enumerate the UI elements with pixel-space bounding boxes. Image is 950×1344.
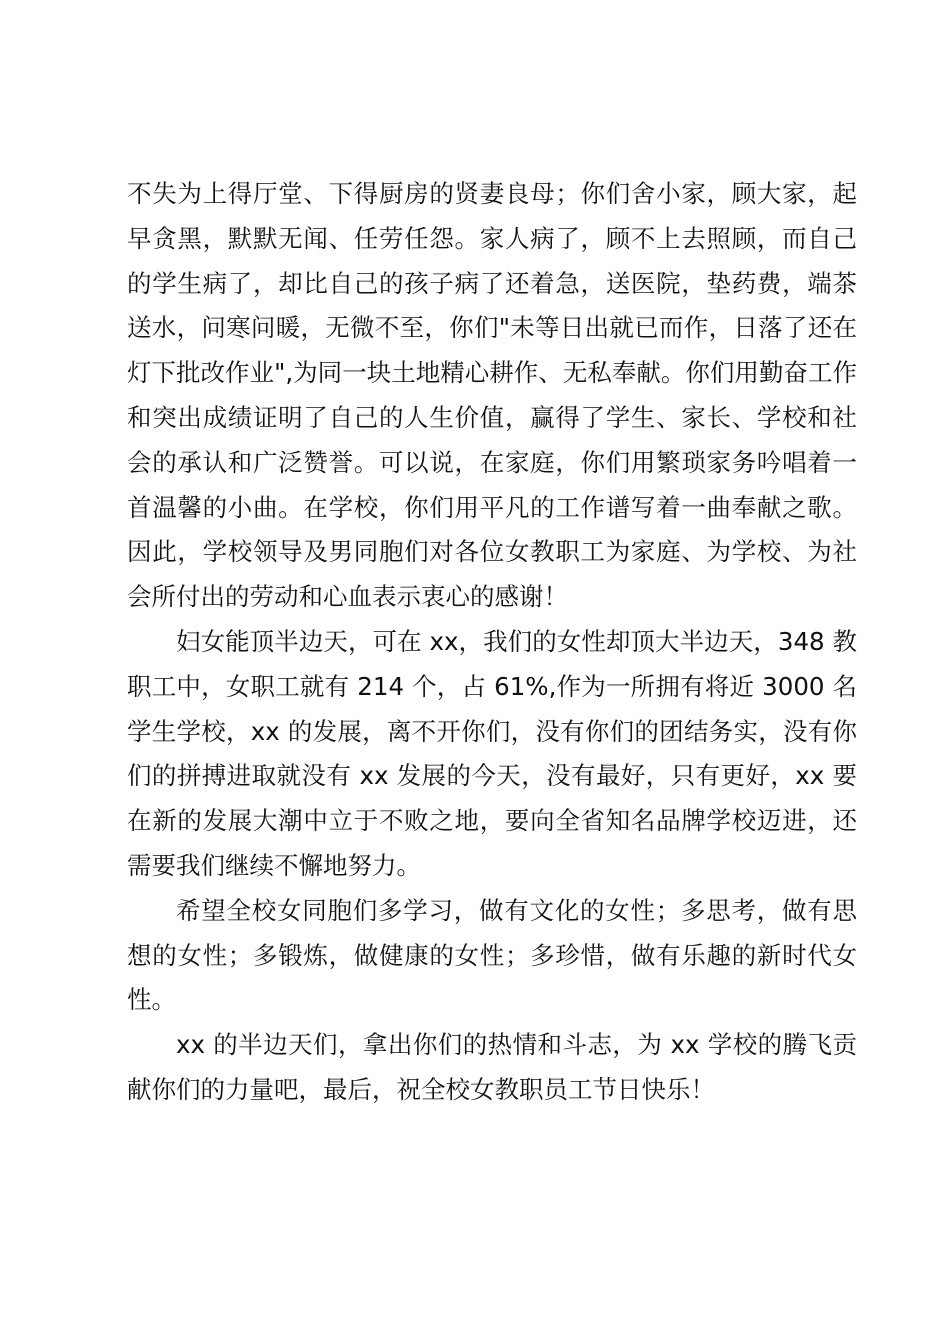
document-body [127,172,857,1113]
paragraph-hopes: 希望全校女同胞们多学习，做有文化的女性；多思考，做有思想的女性；多锻炼，做健康的女性；多珍惜，做有乐趣的新时代女性。 [127,895,857,1015]
paragraph-closing-wishes: xx 的半边天们，拿出你们的热情和斗志，为 xx 学校的腾飞贡献你们的力量吧，最后，祝全校女教职员工节日快乐！ [127,1030,857,1104]
paragraph-continuation: 不失为上得厅堂、下得厨房的贤妻良母；你们舍小家，顾大家，起早贪黑，默默无闻、任劳任怨。家人病了，顾不上去照顾，而自己的学生病了，却比自己的孩子病了还着急，送医院，垫药费，端茶送水，问寒问暖，无微不至，你们"未等日出就已而作，日落了还在灯下批改作业",为同一块土地精心耕作、无私奉献。你们用勤奋工作和突出成绩证明了自己的人生价值，赢得了学生、家长、学校和社会的承认和广泛赞誉。可以说，在家庭，你们用繁琐家务吟唱着一首温馨的小曲。在学校，你们用平凡的工作谱写着一曲奉献之歌。因此，学校领导及男同胞们对各位女教职工为家庭、为学校、为社会所付出的劳动和心血表示衷心的感谢！ [127,179,857,612]
paragraph-women-half-sky: 妇女能顶半边天，可在 xx，我们的女性却顶大半边天，348 教职工中，女职工就有 214 个，占 61%,作为一所拥有将近 3000 名学生学校，xx 的发展，离不开你们，没有你们的团结务实，没有你们的拼搏进取就没有 xx 发展的今天，没有最好，只有更好，xx 要在新的发展大潮中立于不败之地，要向全省知名品牌学校迈进，还需要我们继续不懈地努力。 [127,626,857,880]
